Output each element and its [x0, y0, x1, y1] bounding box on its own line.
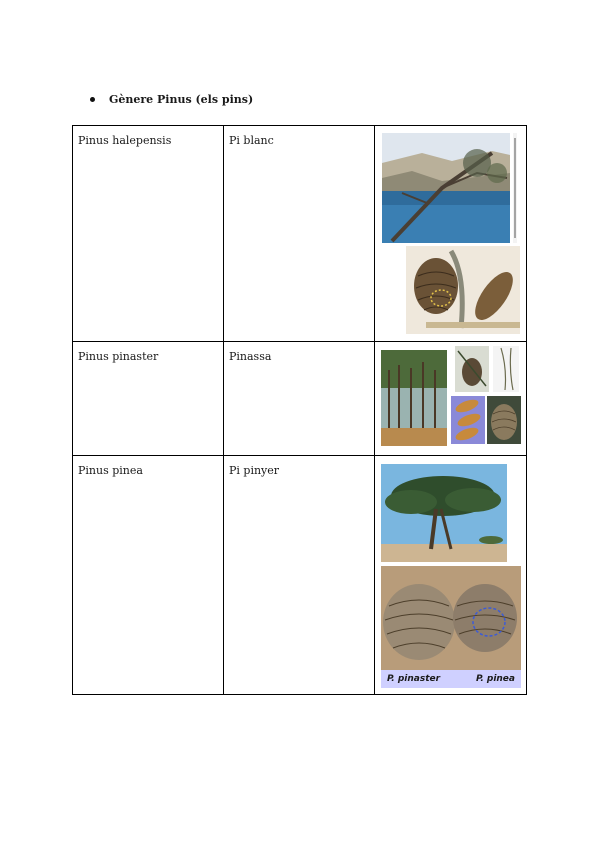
- table-row: [73, 456, 527, 695]
- cone-comparison-photo: [381, 566, 521, 688]
- pinaster-needle-photo: [493, 346, 519, 392]
- caption-right: P. pinea: [476, 674, 515, 684]
- latin-name: Pinus halepensis: [78, 134, 172, 147]
- latin-name-cell: [73, 456, 224, 695]
- photo-cell: [375, 342, 527, 456]
- table-row: [73, 342, 527, 456]
- photo-cell: [375, 456, 527, 695]
- common-name: Pinassa: [229, 350, 272, 363]
- pine-forest-photo: [381, 350, 447, 446]
- common-name: Pi pinyer: [229, 464, 280, 477]
- photo-cell: [375, 126, 527, 342]
- latin-name-cell: [73, 126, 224, 342]
- latin-name: Pinus pinea: [78, 464, 143, 477]
- bullet-icon: [90, 97, 95, 102]
- heading-text: Gènere Pinus (els pins): [109, 93, 254, 106]
- pinaster-cone-photo: [487, 396, 521, 444]
- caption-left: P. pinaster: [387, 674, 441, 684]
- common-name: Pi blanc: [229, 134, 274, 147]
- stone-pine-tree-photo: [381, 464, 507, 562]
- needle-strip-photo: [513, 133, 517, 243]
- cone-caption-bar: [381, 670, 521, 688]
- coastal-pine-photo: [382, 133, 510, 243]
- pinaster-branch-photo: [455, 346, 489, 392]
- species-table: [72, 125, 527, 695]
- common-name-cell: [224, 456, 375, 695]
- section-heading: [90, 93, 253, 106]
- common-name-cell: [224, 342, 375, 456]
- pinaster-seeds-photo: [451, 396, 485, 444]
- pine-cones-photo: [406, 246, 520, 334]
- common-name-cell: [224, 126, 375, 342]
- table-row: [73, 126, 527, 342]
- latin-name-cell: [73, 342, 224, 456]
- latin-name: Pinus pinaster: [78, 350, 159, 363]
